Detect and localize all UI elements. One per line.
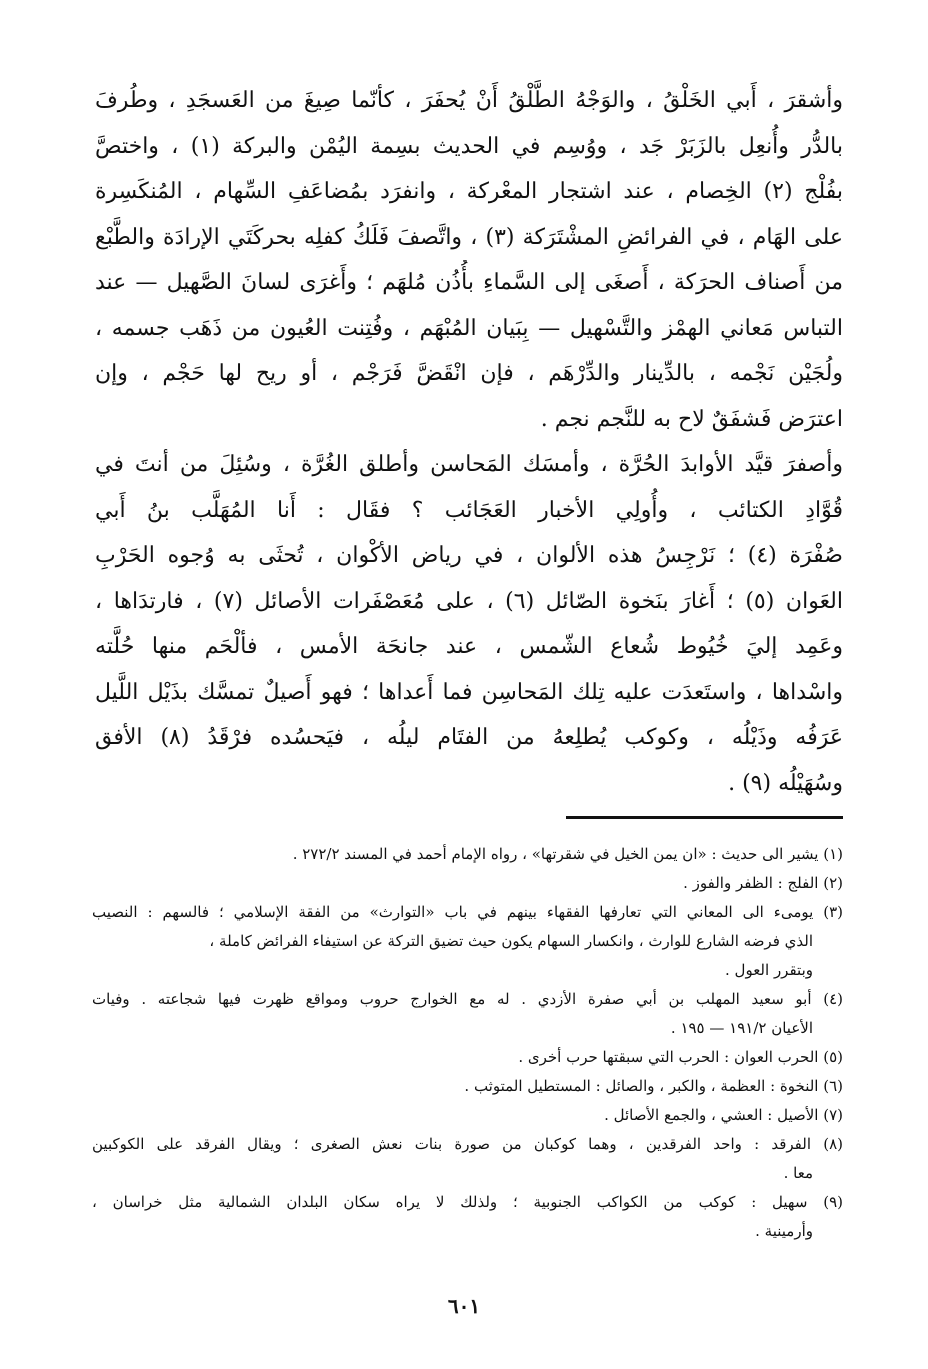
- footnote-line: (٦) النخوة : العظمة ، والكبر ، والصائل : المستطيل المتوثب .: [464, 1077, 843, 1095]
- text-line: اعترَض فَشفَقٌ لاح به للنَّجم نجم .: [540, 406, 843, 432]
- text-line: بالدُّر وأُنعِل بالزَبَرْ جَد ، ووُسِم في الحديث بسِمة اليُمْن والبركة (١) ، واختصَّ: [95, 133, 843, 159]
- footnote-line: (١) يشير الى حديث : «ان يمن الخيل في شقرتها» ، رواه الإمام أحمد في المسند ٢٧٢/٢ .: [292, 845, 843, 863]
- footnote-line: (٤) أبو سعيد المهلب بن أبي صفرة الأزدي . له مع الخوارج حروب ومواقع ظهرت فيها شجاعته . وفيات: [92, 990, 843, 1008]
- footnote-separator: [566, 816, 843, 819]
- text-line: صُفْرَة (٤) ؛ نَرْجِسُ هذه الألوان ، في رياض الأكْوان ، تُحثَى به وُجوه الحَرْبِ: [95, 543, 843, 568]
- footnote-line: (٨) الفرقد : واحد الفرقدين ، وهما كوكبان من صورة بنات نعش الصغرى ؛ ويقال الفرقد على الكوكبين: [92, 1135, 843, 1153]
- text-line: من أَصناف الحرَكة ، أَصغَى إلى السَّماءِ بأُذُن مُلهَم ؛ وأَغرَى لسانَ الصَّهيل — عند: [95, 270, 843, 295]
- footnote-line: وبتقرر العول .: [725, 961, 813, 979]
- text-line: وسُهَيْلُه (٩) .: [728, 770, 843, 796]
- text-line: بفُلْج (٢) الخِصام ، عند اشتجار المعْركة ، وانفرَد بمُضاعَفِ السِّهام ، المُنكَسِرة: [95, 179, 843, 204]
- text-line: وعَمِد إليَ خُيُوط شُعاع الشّمس ، عند جانحَة الأمس ، فألْحَم منها حُلَّته: [95, 634, 843, 659]
- footnote-line: (٣) يومىء الى المعاني التي تعارفها الفقهاء بينهم في باب «التوارث» من الفقة الإسلامي ؛ فالسهم : النصيب: [92, 903, 843, 921]
- text-line: ولُجَيْن نَجْمه ، بالدِّينار والدِّرْهَم ، فإن انْقَضَّ فَرَجْم ، أو ريح لها حَجْم ، وإن: [95, 361, 843, 386]
- footnote-line: وأرمينية .: [755, 1222, 813, 1240]
- footnote-line: (٥) الحرب العوان : الحرب التي سبقتها حرب أخرى .: [518, 1048, 843, 1066]
- text-line: العَوان (٥) ؛ أَغارَ بنَخوة الصّائل (٦) ، على مُعَصْفَرات الأصائل (٧) ، فارتدَاها ،: [95, 588, 843, 614]
- footnote-line: الذي فرضه الشارع للوارث ، وانكسار السهام يكون حيث تضيق التركة عن استيفاء الفرائض كاملة ،: [209, 932, 813, 950]
- page-number: ٦٠١: [447, 1294, 481, 1318]
- footnote-line: الأعيان ١٩١/٢ — ١٩٥ .: [670, 1019, 813, 1037]
- footnote-line: معا .: [783, 1164, 813, 1182]
- main-text: [95, 78, 843, 806]
- text-line: التباس مَعاني الهمْز والتَّسْهيل — بِبَيان المُبْهَم ، وفُتِنت العُيون من ذَهَب جسمه ،: [95, 315, 843, 341]
- footnote-line: (٧) الأصيل : العشي ، والجمع الأصائل .: [604, 1106, 843, 1124]
- text-line: على الهَام ، في الفرائضِ المشْتَرَكة (٣) ، واتَّصفَ فَلَكُ كفلِه بحركَتَي الإرادَة والطَّبْع: [95, 224, 843, 250]
- text-line: قُوَّادِ الكتائب ، وأُولِي الأخبار العَجَائب ؟ فقَال : أَنا المُهَلَّب بنُ أَبي: [95, 497, 843, 523]
- text-line: وأصفرَ قيَّد الأوابدَ الحُرَّة ، وأمسَك المَحاسن وأطلق الغُرَّة ، وسُئِلَ من أنتَ في: [95, 452, 843, 477]
- footnote-line: (٩) سهيل : كوكب من الكواكب الجنوبية ؛ ولذلك لا يراه سكان البلدان الشمالية مثل خراسان ،: [92, 1193, 843, 1211]
- footnotes: [92, 840, 843, 1246]
- text-line: وأشقرَ ، أَبي الخَلْقُ ، والوَجْهُ الطَّلْقُ أَنْ يُحفَرَ ، كأنّما صِيغَ من العَسجَدِ ، وطُرفَ: [95, 88, 843, 113]
- footnote-line: (٢) الفلج : الظفر والفوز .: [683, 874, 843, 892]
- text-line: عَرَفُه وذَيْلُه ، وكوكب يُطلِعهُ من الفتَام ليلُه ، فيَحسُده فرْقَدُ (٨) الأفق: [95, 725, 843, 750]
- text-line: واسْداها ، واستَعدَت عليه تِلك المَحاسِن فما أَعداها ؛ فهو أَصيلٌ تمسَّك بذَيْل اللَّيل: [95, 679, 843, 705]
